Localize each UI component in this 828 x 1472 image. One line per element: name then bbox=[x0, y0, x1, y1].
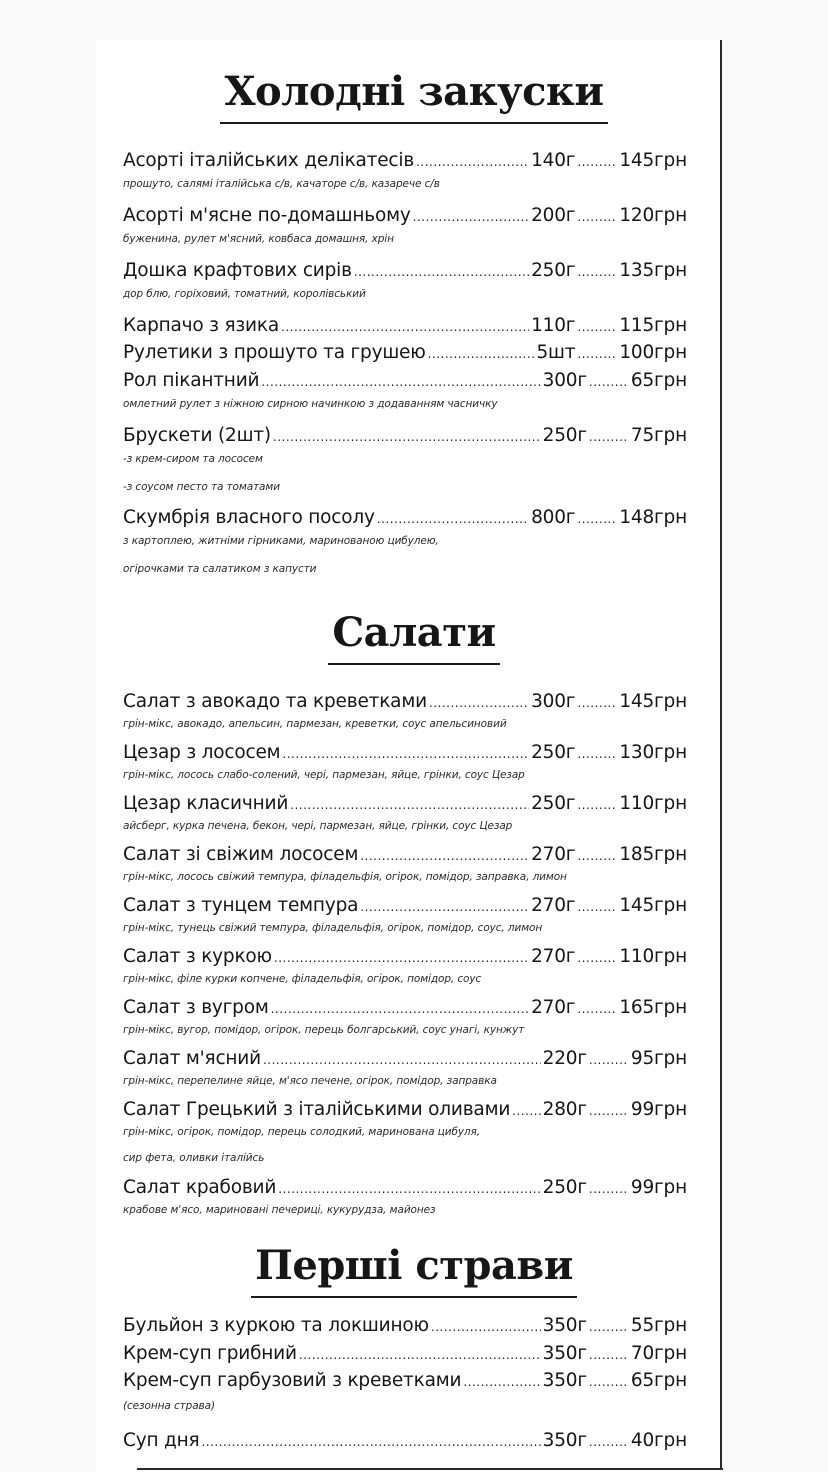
dot-leader bbox=[429, 696, 529, 710]
dot-leader bbox=[589, 1182, 629, 1196]
item-weight: 300г bbox=[531, 691, 576, 712]
dot-leader bbox=[577, 798, 617, 812]
menu-item bbox=[123, 1430, 687, 1458]
item-description: грін-мікс, перепелине яйце, м'ясо печене, огірок, помідор, заправка bbox=[123, 1075, 497, 1087]
item-price: 65грн bbox=[630, 370, 687, 391]
item-description: грін-мікс, лосось свіжий темпура, філадельфія, огірок, помідор, заправка, лимон bbox=[123, 871, 567, 883]
item-price: 95грн bbox=[630, 1048, 687, 1069]
item-weight: 220г bbox=[542, 1048, 587, 1069]
menu-item bbox=[123, 1099, 687, 1127]
item-description: -з соусом песто та томатами bbox=[123, 481, 280, 493]
item-name: Асорті м'ясне по-домашньому bbox=[123, 205, 411, 226]
section-title: Перші страви bbox=[251, 1246, 577, 1298]
section-heading-wrap bbox=[0, 609, 828, 665]
item-name: Брускети (2шт) bbox=[123, 425, 271, 446]
item-name: Дошка крафтових сирів bbox=[123, 260, 352, 281]
dot-leader bbox=[263, 1053, 541, 1067]
dot-leader bbox=[377, 512, 529, 526]
item-price: 145грн bbox=[619, 150, 687, 171]
item-description: крабове м'ясо, мариновані печериці, кукурудза, майонез bbox=[123, 1204, 436, 1216]
dot-leader bbox=[577, 320, 617, 334]
item-price: 55грн bbox=[630, 1315, 687, 1336]
item-description: буженина, рулет м'ясний, ковбаса домашня, хрін bbox=[123, 233, 394, 245]
item-name: Рулетики з прошуто та грушею bbox=[123, 342, 426, 363]
item-name: Салат крабовий bbox=[123, 1177, 277, 1198]
menu-item bbox=[123, 1370, 687, 1398]
item-name: Салат з вугром bbox=[123, 997, 269, 1018]
item-price: 148грн bbox=[619, 507, 687, 528]
item-price: 99грн bbox=[630, 1099, 687, 1120]
menu-item bbox=[123, 895, 687, 923]
menu-item bbox=[123, 742, 687, 770]
menu-item bbox=[123, 1177, 687, 1205]
item-name: Салат з авокадо та креветками bbox=[123, 691, 427, 712]
item-name: Карпачо з язика bbox=[123, 315, 279, 336]
section-heading-wrap bbox=[0, 1242, 828, 1298]
menu-item bbox=[123, 946, 687, 974]
dot-leader bbox=[416, 155, 529, 169]
item-weight: 250г bbox=[531, 793, 576, 814]
item-price: 165грн bbox=[619, 997, 687, 1018]
item-description: грін-мікс, лосось слабо-солений, чері, пармезан, яйце, грінки, соус Цезар bbox=[123, 769, 525, 781]
dot-leader bbox=[577, 1002, 617, 1016]
item-price: 70грн bbox=[630, 1343, 687, 1364]
dot-leader bbox=[589, 1053, 629, 1067]
dot-leader bbox=[577, 849, 617, 863]
section-title: Салати bbox=[328, 613, 499, 665]
item-description: омлетний рулет з ніжною сирною начинкою з додаванням часничку bbox=[123, 398, 498, 410]
menu-item bbox=[123, 793, 687, 821]
item-description: дор блю, горіховий, томатний, королівський bbox=[123, 288, 366, 300]
menu-item bbox=[123, 425, 687, 453]
item-name: Салат Грецький з італійськими оливами bbox=[123, 1099, 511, 1120]
dot-leader bbox=[589, 1435, 629, 1449]
item-weight: 300г bbox=[542, 370, 587, 391]
menu-item bbox=[123, 691, 687, 719]
dot-leader bbox=[290, 798, 529, 812]
item-weight: 800г bbox=[531, 507, 576, 528]
item-name: Цезар з лососем bbox=[123, 742, 281, 763]
item-price: 100грн bbox=[619, 342, 687, 363]
dot-leader bbox=[512, 1104, 541, 1118]
item-price: 65грн bbox=[630, 1370, 687, 1391]
item-description: грін-мікс, авокадо, апельсин, пармезан, креветки, соус апельсиновий bbox=[123, 718, 507, 730]
dot-leader bbox=[577, 747, 617, 761]
dot-leader bbox=[589, 430, 629, 444]
item-weight: 110г bbox=[531, 315, 576, 336]
item-price: 75грн bbox=[630, 425, 687, 446]
menu-item bbox=[123, 1315, 687, 1343]
item-description: грін-мікс, філе курки копчене, філадельфія, огірок, помідор, соус bbox=[123, 973, 482, 985]
item-description: -з крем-сиром та лососем bbox=[123, 453, 263, 465]
menu-item bbox=[123, 342, 687, 370]
item-weight: 250г bbox=[531, 742, 576, 763]
menu-item bbox=[123, 205, 687, 233]
dot-leader bbox=[577, 951, 617, 965]
item-name: Асорті італійських делікатесів bbox=[123, 150, 415, 171]
item-name: Салат м'ясний bbox=[123, 1048, 261, 1069]
item-weight: 270г bbox=[531, 844, 576, 865]
item-price: 135грн bbox=[619, 260, 687, 281]
dot-leader bbox=[589, 1320, 629, 1334]
item-weight: 270г bbox=[531, 997, 576, 1018]
item-weight: 250г bbox=[542, 1177, 587, 1198]
item-description: прошуто, салямі італійська с/в, качаторе с/в, казарече с/в bbox=[123, 178, 440, 190]
item-weight: 250г bbox=[531, 260, 576, 281]
item-price: 110грн bbox=[619, 793, 687, 814]
dot-leader bbox=[577, 512, 617, 526]
item-name: Суп дня bbox=[123, 1430, 200, 1451]
item-name: Бульйон з куркою та локшиною bbox=[123, 1315, 429, 1336]
dot-leader bbox=[201, 1435, 540, 1449]
item-weight: 140г bbox=[531, 150, 576, 171]
item-name: Салат зі свіжим лососем bbox=[123, 844, 359, 865]
menu-item bbox=[123, 150, 687, 178]
menu-item bbox=[123, 507, 687, 535]
item-price: 145грн bbox=[619, 895, 687, 916]
item-description: сир фета, оливки італійсь bbox=[123, 1152, 265, 1164]
item-description: грін-мікс, вугор, помідор, огірок, перець болгарський, соус унагі, кунжут bbox=[123, 1024, 525, 1036]
dot-leader bbox=[577, 696, 617, 710]
dot-leader bbox=[589, 375, 629, 389]
item-weight: 350г bbox=[542, 1343, 587, 1364]
item-weight: 350г bbox=[542, 1370, 587, 1391]
item-price: 145грн bbox=[619, 691, 687, 712]
item-name: Крем-суп гарбузовий з креветками bbox=[123, 1370, 462, 1391]
menu-item bbox=[123, 370, 687, 398]
item-weight: 280г bbox=[542, 1099, 587, 1120]
dot-leader bbox=[271, 1002, 530, 1016]
item-weight: 350г bbox=[542, 1315, 587, 1336]
page-bottom-border bbox=[137, 1468, 723, 1470]
item-price: 185грн bbox=[619, 844, 687, 865]
item-description: (сезонна страва) bbox=[123, 1400, 215, 1412]
dot-leader bbox=[577, 265, 617, 279]
item-price: 40грн bbox=[630, 1430, 687, 1451]
item-description: айсберг, курка печена, бекон, чері, пармезан, яйце, грінки, соус Цезар bbox=[123, 820, 513, 832]
dot-leader bbox=[274, 951, 529, 965]
dot-leader bbox=[299, 1348, 541, 1362]
dot-leader bbox=[282, 747, 529, 761]
item-description: з картоплею, житніми гірниками, маринованою цибулею, bbox=[123, 535, 439, 547]
dot-leader bbox=[428, 347, 535, 361]
item-weight: 200г bbox=[531, 205, 576, 226]
menu-item bbox=[123, 315, 687, 343]
item-name: Салат з тунцем темпура bbox=[123, 895, 359, 916]
item-price: 130грн bbox=[619, 742, 687, 763]
dot-leader bbox=[577, 155, 617, 169]
dot-leader bbox=[413, 210, 529, 224]
menu-item bbox=[123, 844, 687, 872]
section-title: Холодні закуски bbox=[220, 72, 607, 124]
item-weight: 350г bbox=[542, 1430, 587, 1451]
item-weight: 270г bbox=[531, 946, 576, 967]
item-description: грін-мікс, огірок, помідор, перець солодкий, маринована цибуля, bbox=[123, 1126, 480, 1138]
item-name: Крем-суп грибний bbox=[123, 1343, 297, 1364]
dot-leader bbox=[589, 1348, 629, 1362]
dot-leader bbox=[261, 375, 540, 389]
item-price: 115грн bbox=[619, 315, 687, 336]
menu-item bbox=[123, 1343, 687, 1371]
dot-leader bbox=[577, 210, 617, 224]
dot-leader bbox=[577, 347, 617, 361]
item-name: Рол пікантний bbox=[123, 370, 260, 391]
menu-item bbox=[123, 997, 687, 1025]
dot-leader bbox=[360, 849, 529, 863]
item-weight: 270г bbox=[531, 895, 576, 916]
dot-leader bbox=[589, 1375, 629, 1389]
dot-leader bbox=[281, 320, 529, 334]
dot-leader bbox=[577, 900, 617, 914]
dot-leader bbox=[354, 265, 529, 279]
dot-leader bbox=[273, 430, 541, 444]
item-name: Салат з куркою bbox=[123, 946, 272, 967]
item-weight: 250г bbox=[542, 425, 587, 446]
item-weight: 5шт bbox=[536, 342, 576, 363]
menu-item bbox=[123, 1048, 687, 1076]
menu-item bbox=[123, 260, 687, 288]
item-name: Скумбрія власного посолу bbox=[123, 507, 375, 528]
dot-leader bbox=[431, 1320, 541, 1334]
item-price: 110грн bbox=[619, 946, 687, 967]
dot-leader bbox=[589, 1104, 629, 1118]
dot-leader bbox=[278, 1182, 540, 1196]
item-price: 99грн bbox=[630, 1177, 687, 1198]
dot-leader bbox=[360, 900, 529, 914]
item-price: 120грн bbox=[619, 205, 687, 226]
item-name: Цезар класичний bbox=[123, 793, 289, 814]
section-heading-wrap bbox=[0, 68, 828, 124]
item-description: огірочками та салатиком з капусти bbox=[123, 563, 317, 575]
dot-leader bbox=[463, 1375, 540, 1389]
item-description: грін-мікс, тунець свіжий темпура, філадельфія, огірок, помідор, соус, лимон bbox=[123, 922, 543, 934]
